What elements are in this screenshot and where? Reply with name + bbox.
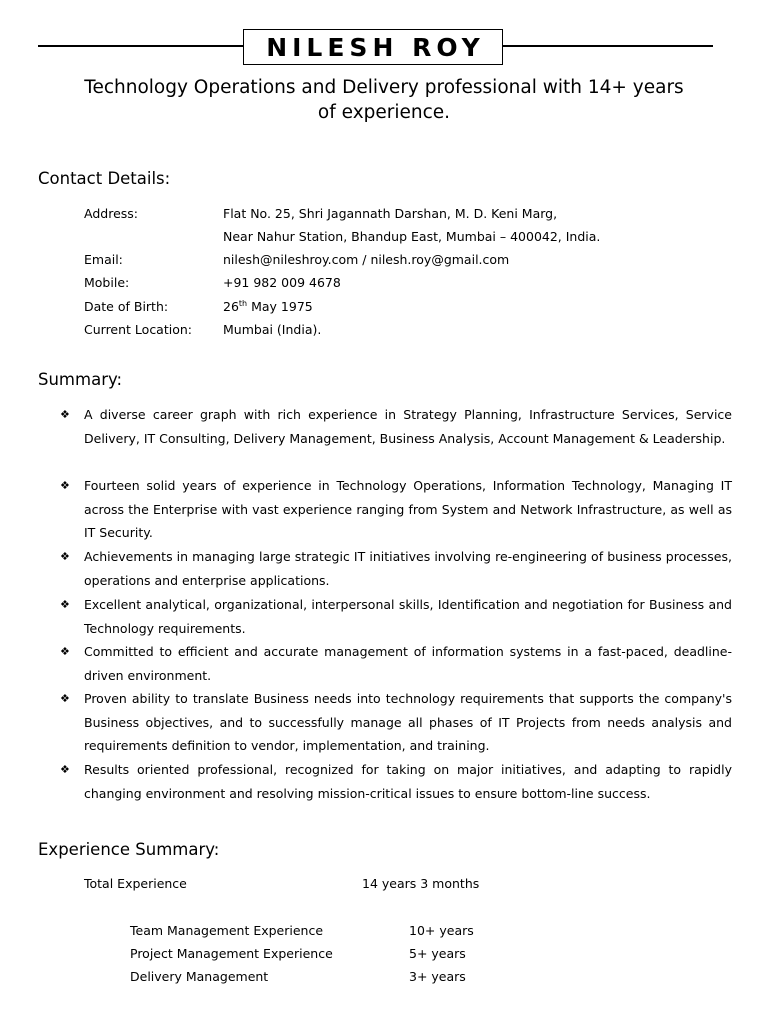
headline xyxy=(30,75,738,125)
location-value: Mumbai (India). xyxy=(223,322,322,337)
contact-heading: Contact Details: xyxy=(38,169,171,188)
summary-bullet xyxy=(60,593,732,640)
bullet-text: Proven ability to translate Business needs into technology requirements that supports the company's Business objectives, and to successfully manage all phases of IT Projects from needs analysis and requirements definition to vendor, implementation, and training. xyxy=(84,691,732,753)
bullet-text: Excellent analytical, organizational, interpersonal skills, Identification and negotiation for Business and Technology requirements. xyxy=(84,597,732,636)
diamond-bullet-icon: ❖ xyxy=(60,645,70,658)
contact-label: Address: xyxy=(84,206,138,221)
diamond-bullet-icon: ❖ xyxy=(60,550,70,563)
diamond-bullet-icon: ❖ xyxy=(60,598,70,611)
dob-rest: May 1975 xyxy=(247,299,313,314)
bullet-text: Results oriented professional, recognized for taking on major initiatives, and adapting to rapidly changing environment and resolving mission-critical issues to ensure bottom-line success. xyxy=(84,762,732,801)
summary-bullet xyxy=(60,687,732,758)
bullet-text: A diverse career graph with rich experience in Strategy Planning, Infrastructure Services, Service Delivery, IT Consulting, Delivery Management, Business Analysis, Account Management & Leadership. xyxy=(84,407,732,446)
candidate-name: NILESH ROY xyxy=(266,32,485,62)
total-experience-label: Total Experience xyxy=(84,876,187,891)
email-value: nilesh@nileshroy.com / nilesh.roy@gmail.com xyxy=(223,252,510,267)
experience-item-label: Delivery Management xyxy=(130,969,269,984)
header-rule-right xyxy=(503,45,713,47)
experience-item-value: 10+ years xyxy=(409,923,474,938)
dob-suffix: th xyxy=(238,299,248,308)
name-box xyxy=(243,29,503,65)
bullet-text: Committed to efficient and accurate management of information systems in a fast-paced, deadline-driven environment. xyxy=(84,644,732,683)
header-rule-left xyxy=(38,45,243,47)
total-experience-value: 14 years 3 months xyxy=(362,876,480,891)
diamond-bullet-icon: ❖ xyxy=(60,763,70,776)
contact-label: Email: xyxy=(84,252,123,267)
experience-item-value: 5+ years xyxy=(409,946,466,961)
contact-label: Current Location: xyxy=(84,322,193,337)
experience-item-label: Team Management Experience xyxy=(130,923,324,938)
summary-bullet xyxy=(60,758,732,805)
contact-label: Date of Birth: xyxy=(84,299,169,314)
dob-day: 26 xyxy=(223,299,239,314)
contact-label: Mobile: xyxy=(84,275,130,290)
diamond-bullet-icon: ❖ xyxy=(60,408,70,421)
summary-bullet xyxy=(60,545,732,592)
experience-item-value: 3+ years xyxy=(409,969,466,984)
headline-line-2: of experience. xyxy=(317,102,451,123)
contact-value: Flat No. 25, Shri Jagannath Darshan, M. D. Keni Marg, xyxy=(223,206,558,221)
experience-heading: Experience Summary: xyxy=(38,840,220,859)
summary-bullet xyxy=(60,403,732,450)
contact-value: Near Nahur Station, Bhandup East, Mumbai – 400042, India. xyxy=(223,229,601,244)
mobile-value: +91 982 009 4678 xyxy=(223,275,341,290)
diamond-bullet-icon: ❖ xyxy=(60,479,70,492)
dob-value xyxy=(223,299,313,315)
experience-item-label: Project Management Experience xyxy=(130,946,333,961)
bullet-text: Achievements in managing large strategic IT initiatives involving re-engineering of business processes, operations and enterprise applications. xyxy=(84,549,732,588)
summary-bullet xyxy=(60,640,732,687)
summary-bullet xyxy=(60,474,732,545)
summary-heading: Summary: xyxy=(38,370,123,389)
bullet-text: Fourteen solid years of experience in Technology Operations, Information Technology, Managing IT across the Enterprise with vast experience ranging from System and Network Infrastructure, as well as IT Security. xyxy=(84,478,732,540)
diamond-bullet-icon: ❖ xyxy=(60,692,70,705)
headline-line-1: Technology Operations and Delivery professional with 14+ years xyxy=(84,77,684,98)
